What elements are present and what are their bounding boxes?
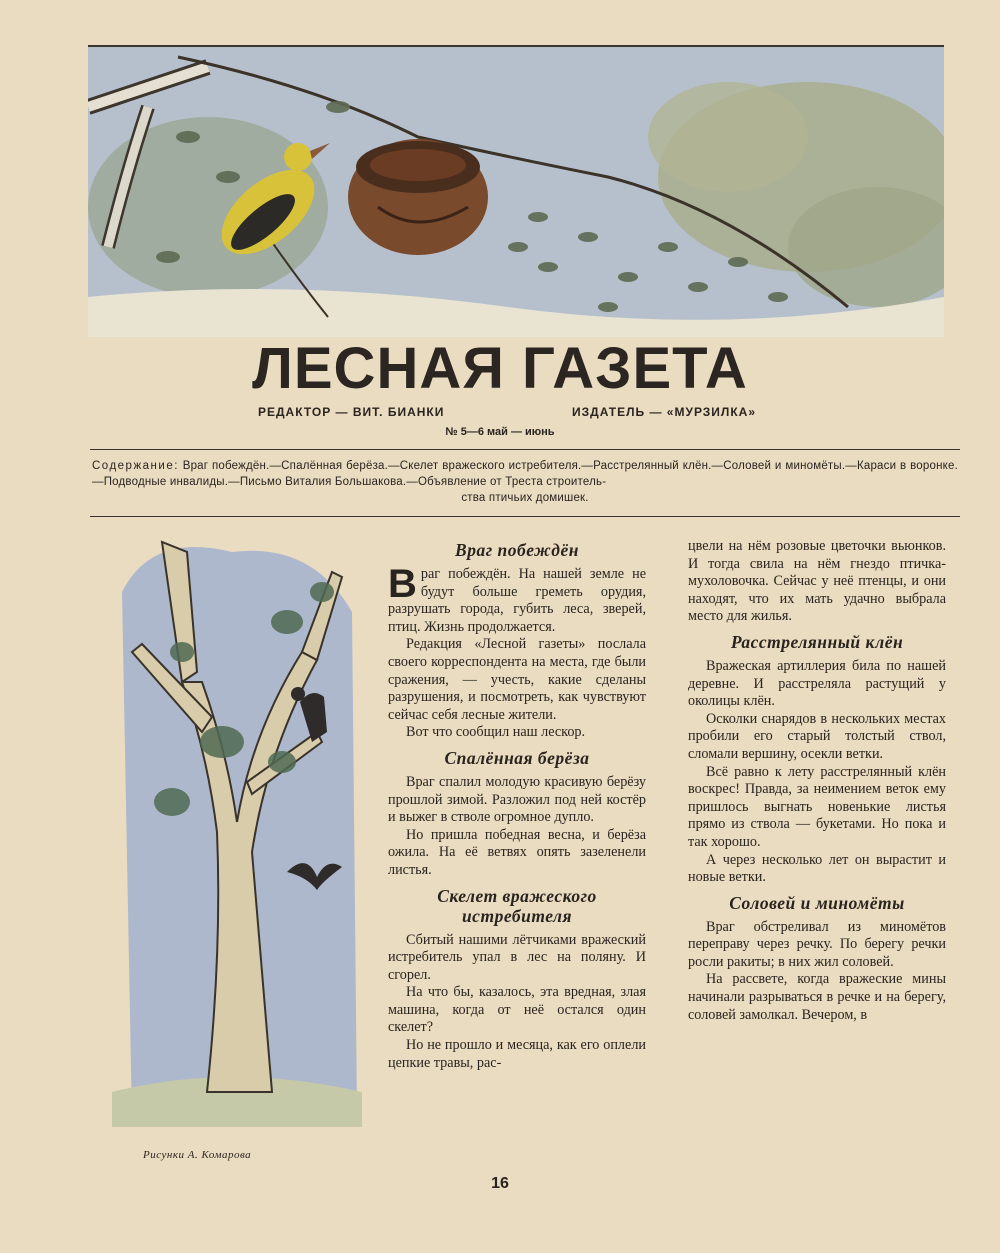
article-paragraph [388,562,646,636]
article-paragraph: Осколки снарядов в нескольких местах пробили его старый толстый ствол, сломали вершину, осекли ветки. [688,710,946,762]
contents-label: Содержание: [92,460,179,472]
article-paragraph: Сбитый нашими лётчиками вражеский истребитель упал в лес на поляну. И сгорел. [388,931,646,983]
contents-tail: ства птичьих домишек. [461,492,589,504]
masthead-title: ЛЕСНАЯ ГАЗЕТА [252,336,748,401]
article-paragraph: Но пришла победная весна, и берёза ожила. На её ветвях опять зазеленели листья. [388,826,646,878]
article-paragraph: На рассвете, когда вражеские мины начинали разрываться в речке и на берегу, соловей замолкал. Вечером, в [688,971,946,1023]
column-1 [388,538,646,1072]
article-paragraph: А через несколько лет он вырастит и новые ветки. [688,851,946,886]
paragraph-text: раг побеждён. На нашей земле не будут больше греметь орудия, разрушать города, губить леса, зверей, птиц. Жизнь продолжается. [388,566,646,635]
article-paragraph: Враг спалил молодую красивую берёзу прошлой зимой. Разложил под ней костёр и выжег в стволе огромное дупло. [388,773,646,826]
divider [90,516,960,517]
issue-number: № 5—6 май — июнь [445,426,555,438]
table-of-contents [92,458,958,506]
article-paragraph: Вражеская артиллерия била по нашей деревне. И расстреляла растущий у околицы клён. [688,657,946,710]
illustration-caption: Рисунки А. Комарова [143,1149,252,1161]
editor-credit: РЕДАКТОР — ВИТ. БИАНКИ [258,405,445,419]
article-paragraph: Но не прошло и месяца, как его оплели цепкие травы, рас- [388,1037,646,1071]
article-paragraph: На что бы, казалось, эта вредная, злая машина, когда от неё остался один скелет? [388,984,646,1036]
dead-tree-crow-icon [112,532,362,1127]
article-title-solovey: Соловей и миномёты [729,892,905,913]
article-title-klen: Расстрелянный клён [730,631,904,652]
page-number: 16 [491,1175,509,1192]
article-paragraph: Всё равно к лету расстрелянный клён воскрес! Правда, за неимением веток ему пришлось выгнать новенькие листья прямо из ствола — букетами. Но пока и так хорошо. [688,763,946,850]
oriole-nest-birch-icon [88,45,944,337]
divider [90,449,960,450]
contents-text: Враг побеждён.—Спалённая берёза.—Скелет вражеского истребителя.—Расстрелянный клён.—Соловей и миномёты.—Караси в воронке.—Подводные инвалиды.—Письмо Виталия Большакова.—Объявление от Треста строитель- [92,460,958,488]
article-title-bereza: Спалённая берёза [444,747,590,768]
article-paragraph: Редакция «Лесной газеты» послала своего корреспондента на места, где были сражения, — учесть, какие сделаны разрушения, и посмотреть, как чувствуют сейчас себя лесные жители. [388,636,646,723]
article-title-vrag: Враг побеждён [455,540,579,560]
article-paragraph: цвели на нём розовые цветочки вьюнков. И тогда свила на нём гнездо птичка-мухоловочка. Сейчас у неё птенцы, и они находят, что их мать удачно выбрала место для жилья. [688,538,946,625]
column-2 [688,538,946,1024]
article-paragraph: Враг обстреливал из миномётов переправу через речку. По берегу речки росли ракиты; в них жил соловей. [688,918,946,970]
article-title-skelet: Скелет вражеского истребителя [437,885,597,926]
dropcap: В [388,562,417,606]
publisher-credit: ИЗДАТЕЛЬ — «МУРЗИЛКА» [572,405,757,419]
article-paragraph: Вот что сообщил наш лескор. [406,724,586,741]
